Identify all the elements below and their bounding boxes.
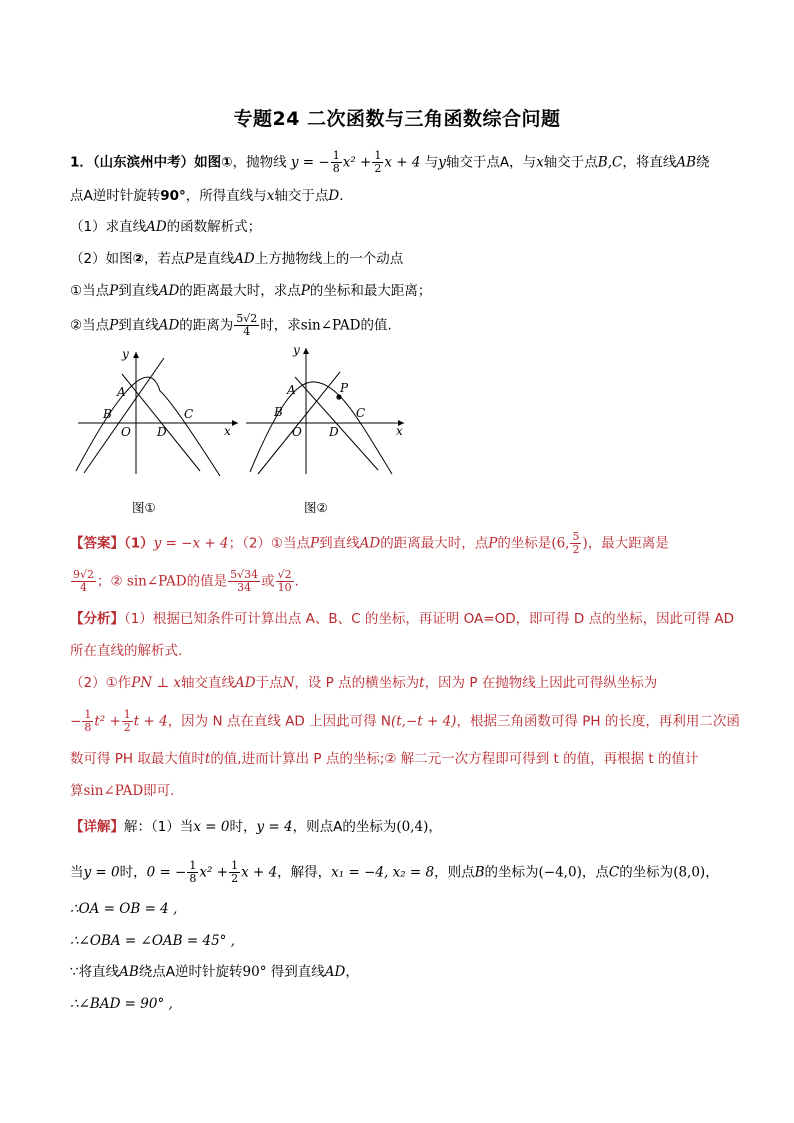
detail-line-1: 【详解】解：（1）当x = 0时，y = 4，则点A的坐标为(0,4)，: [70, 819, 442, 835]
page-title: 专题24 二次函数与三角函数综合问题: [233, 108, 561, 130]
label-y: y: [293, 343, 300, 357]
label-p: P: [340, 381, 349, 395]
analysis-tag: 【分析】: [70, 611, 124, 627]
analysis-line-1: 【分析】（1）根据已知条件可计算出点 A、B、C 的坐标，再证明 OA=OD，即可得 D 点的坐标，因此可得 AD: [70, 611, 734, 627]
label-b: B: [103, 407, 112, 421]
label-o: O: [292, 425, 302, 439]
detail-tag: 【详解】: [70, 819, 124, 835]
analysis-line-4: − $\frac{1}{8}$ t² + $\frac{1}{2}$ t + 4，因为 N 点在直线 AD 上因此可得 N(t,−t + 4)，根据三角函数可得 PH 的长度，再利用二次函: [70, 708, 740, 734]
figure-2-caption: 图②: [304, 500, 328, 515]
parabola-equation: y = −: [290, 154, 330, 171]
analysis-line-3: （2）①作PN ⊥ x轴交直线AD于点N，设 P 点的横坐标为t，因为 P 在抛物线上因此可得纵坐标为: [70, 675, 658, 691]
line-ab: [84, 358, 164, 473]
answer-line-2: $\frac{9√2}{4}$ ；② sin∠PAD的值是 $\frac{5√34}{34}$ 或 $\frac{√2}{10}$ .: [73, 568, 299, 594]
figure-1-caption: 图①: [132, 500, 156, 515]
label-a: A: [287, 383, 296, 397]
label-a: A: [117, 385, 126, 399]
analysis-line-5: 数可得 PH 取最大值时t的值,进而计算出 P 点的坐标;② 解二元一次方程即可得到 t 的值，再根据 t 的值计: [70, 751, 699, 767]
x-axis-arrow: [232, 420, 238, 426]
question-2: （2）如图②，若点P是直线AD上方抛物线上的一个动点: [70, 251, 404, 267]
detail-line-5: ∵将直线AB绕点A逆时针旋转90° 得到直线AD，: [70, 964, 359, 980]
problem-line-1: 1．（山东滨州中考）如图①，抛物线 y = − $\frac{1}{8}$ x² + $\frac{1}{2}$ x + 4 与y轴交于点A，与x轴交于点B,C，将直线AB绕: [70, 149, 710, 175]
figure-ref-1: ①: [221, 154, 233, 171]
label-x: x: [396, 424, 403, 438]
analysis-line-6: 算sin∠PAD即可.: [70, 783, 175, 799]
label-d: D: [157, 425, 167, 439]
detail-line-6: ∴∠BAD = 90° ,: [70, 996, 173, 1012]
point-p: [336, 394, 341, 399]
label-c: C: [184, 407, 194, 421]
parabola: [76, 377, 220, 476]
label-d: D: [329, 425, 339, 439]
figure-1-graph: [70, 346, 245, 478]
answer-tag: 【答案】: [70, 535, 124, 552]
y-axis-arrow: [133, 352, 139, 358]
y-axis-arrow: [303, 348, 309, 354]
subquestion-2: ②当点P到直线AD的距离为 $\frac{5√2}{4}$ 时，求sin∠PAD的值.: [70, 312, 392, 338]
question-1: （1）求直线AD的函数解析式；: [70, 219, 262, 235]
detail-line-4: ∴∠OBA = ∠OAB = 45° ,: [70, 933, 235, 949]
label-o: O: [121, 425, 131, 439]
subquestion-1: ①当点P到直线AD的距离最大时，求点P的坐标和最大距离；: [70, 283, 432, 299]
label-y: y: [122, 347, 129, 361]
detail-line-2: 当y = 0时，0 = − $\frac{1}{8}$ x² + $\frac{1}{2}$ x + 4，解得，x₁ = −4, x₂ = 8，则点B的坐标为(−4,0)，点C的坐标为(8,0)，: [70, 859, 719, 885]
label-x: x: [224, 424, 231, 438]
figure-2-graph: [240, 342, 410, 478]
label-b: B: [274, 405, 283, 419]
analysis-line-2: 所在直线的解析式.: [70, 643, 183, 659]
problem-number: 1．（山东滨州中考）如图: [70, 154, 222, 171]
label-c: C: [356, 406, 366, 420]
detail-line-3: ∴OA = OB = 4 ,: [70, 901, 178, 917]
problem-line-2: 点A逆时针旋转90°，所得直线与x轴交于点D.: [70, 188, 344, 204]
answer-line-1: 【答案】（1）y = −x + 4；（2）①当点P到直线AD的距离最大时，点P的坐标是(6, $\frac{5}{2}$ )，最大距离是: [70, 530, 669, 556]
